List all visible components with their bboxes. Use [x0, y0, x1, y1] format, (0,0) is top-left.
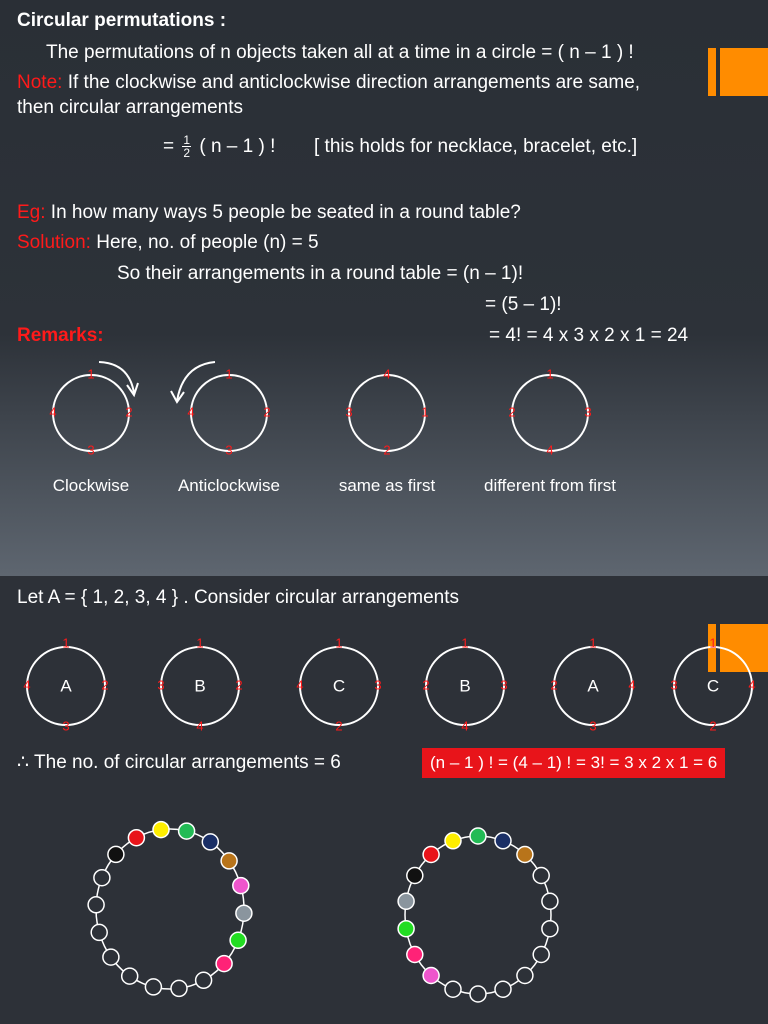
necklace-bead	[423, 968, 439, 984]
necklace-bead	[236, 905, 252, 921]
necklace-bead	[196, 972, 212, 988]
necklace-right	[398, 828, 558, 1002]
necklace-bead	[233, 878, 249, 894]
label-bottom: 4	[546, 442, 554, 458]
necklace-left	[88, 822, 252, 997]
orange-accent-bar-wide	[720, 48, 768, 96]
necklace-bead	[470, 828, 486, 844]
label-right: 2	[125, 404, 133, 420]
conclusion-line: ∴ The no. of circular arrangements = 6	[17, 752, 341, 773]
label-top: 1	[589, 635, 597, 651]
page-title: Circular permutations :	[17, 10, 227, 31]
label-top: 1	[335, 635, 343, 651]
necklace-bead	[91, 924, 107, 940]
solution-line-4: = 4! = 4 x 3 x 2 x 1 = 24	[489, 325, 689, 346]
necklace-bead	[445, 981, 461, 997]
remark-circle-3	[345, 366, 428, 457]
result-box: (n – 1 ) ! = (4 – 1) ! = 3! = 3 x 2 x 1 = 6	[422, 748, 725, 778]
necklace-bead	[542, 893, 558, 909]
solution-line-2: So their arrangements in a round table = (n – 1)!	[117, 263, 524, 284]
solution-line-3: = (5 – 1)!	[485, 294, 562, 315]
label-top: 1	[461, 635, 469, 651]
arrow-head-icon	[171, 391, 184, 402]
label-bottom: 2	[335, 718, 343, 734]
label-right: 3	[500, 677, 508, 693]
necklace-bead	[407, 868, 423, 884]
label-top: 1	[546, 366, 554, 382]
necklace-bead	[216, 956, 232, 972]
label-top: 1	[709, 635, 717, 651]
label-left: 3	[345, 404, 353, 420]
label-right: 4	[628, 677, 636, 693]
arrangement-circle-1	[23, 635, 108, 733]
arrangement-circle-3	[296, 635, 381, 733]
clockwise-arrow-icon	[99, 362, 134, 393]
label-top: 4	[383, 366, 391, 382]
set-intro: Let A = { 1, 2, 3, 4 } . Consider circular arrangements	[17, 587, 460, 608]
necklace-bead	[108, 846, 124, 862]
note-label: Note:	[17, 72, 63, 93]
remark-circle-4	[508, 366, 591, 457]
circle-outline	[349, 375, 425, 451]
necklace-bead	[145, 979, 161, 995]
necklace-bead	[122, 968, 138, 984]
circle-outline	[191, 375, 267, 451]
label-left: 4	[187, 404, 195, 420]
necklace-bead	[423, 847, 439, 863]
necklace-bead	[103, 949, 119, 965]
necklace-bead	[128, 830, 144, 846]
necklace-bead	[202, 834, 218, 850]
necklace-bead	[398, 893, 414, 909]
label-left: 3	[670, 677, 678, 693]
circle-caption: Anticlockwise	[177, 476, 281, 495]
necklace-bead	[470, 986, 486, 1002]
arrangement-circle-5	[550, 635, 635, 733]
circle-center-letter: C	[706, 676, 720, 696]
necklace-bead	[221, 853, 237, 869]
label-right: 1	[421, 404, 429, 420]
necklace-bead	[179, 823, 195, 839]
necklace-bead	[495, 981, 511, 997]
anticlockwise-arrow-icon	[177, 362, 215, 401]
label-bottom: 2	[709, 718, 717, 734]
label-top: 1	[62, 635, 70, 651]
necklace-bead	[407, 947, 423, 963]
label-left: 3	[157, 677, 165, 693]
arrow-head-icon	[127, 383, 138, 395]
necklace-bead	[542, 921, 558, 937]
label-bottom: 3	[225, 442, 233, 458]
necklace-bead	[445, 833, 461, 849]
solution-line	[17, 232, 319, 254]
label-top: 1	[225, 366, 233, 382]
label-left: 4	[49, 404, 57, 420]
necklace-bead	[533, 868, 549, 884]
necklace-bead	[517, 968, 533, 984]
circle-caption: different from first	[484, 476, 616, 495]
label-right: 3	[584, 404, 592, 420]
fraction-one-half: $\frac{1}{2}$	[183, 133, 191, 161]
arrangement-circle-6	[670, 635, 755, 733]
label-top: 1	[196, 635, 204, 651]
label-right: 2	[263, 404, 271, 420]
label-right: 3	[374, 677, 382, 693]
necklace-bead	[398, 921, 414, 937]
remark-circle-2	[171, 362, 271, 457]
circle-outline	[512, 375, 588, 451]
label-left: 2	[422, 677, 430, 693]
remarks-label: Remarks:	[17, 325, 104, 346]
circle-caption: same as first	[338, 476, 436, 495]
circle-center-letter: A	[587, 676, 599, 696]
note-line	[17, 72, 640, 94]
circle-center-letter: B	[459, 676, 471, 696]
necklace-bead	[171, 980, 187, 996]
circle-outline	[53, 375, 129, 451]
label-bottom: 3	[87, 442, 95, 458]
necklace-bead	[533, 947, 549, 963]
label-right: 2	[235, 677, 243, 693]
label-left: 2	[550, 677, 558, 693]
solution-text: Here, no. of people (n) = 5	[90, 232, 319, 253]
circle-center-letter: C	[332, 676, 346, 696]
necklace-bead	[153, 822, 169, 838]
remark-circle-1	[49, 362, 138, 457]
circle-caption: Clockwise	[52, 476, 130, 495]
label-left: 2	[508, 404, 516, 420]
necklace-bead	[88, 897, 104, 913]
label-bottom: 3	[589, 718, 597, 734]
necklace-bead	[517, 847, 533, 863]
example-text: In how many ways 5 people be seated in a round table?	[45, 202, 521, 223]
label-top: 1	[87, 366, 95, 382]
label-bottom: 4	[461, 718, 469, 734]
example-label: Eg:	[17, 202, 46, 223]
slide-arrangements	[0, 576, 768, 1024]
arrangement-diagrams	[0, 576, 768, 1024]
arrangement-circle-4	[422, 635, 507, 733]
label-bottom: 2	[383, 442, 391, 458]
note-line-2: then circular arrangements	[17, 97, 243, 118]
arrangement-circle-2	[157, 635, 242, 733]
label-right: 2	[101, 677, 109, 693]
necklace-bead	[230, 932, 246, 948]
formula-equals: =	[163, 136, 175, 157]
necklace-bead	[495, 833, 511, 849]
definition-line: The permutations of n objects taken all at a time in a circle = ( n – 1 ) !	[46, 42, 634, 63]
example-line	[17, 202, 521, 224]
label-left: 4	[23, 677, 31, 693]
label-bottom: 3	[62, 718, 70, 734]
formula-rest: ( n – 1 ) !	[199, 136, 276, 157]
necklace-bead	[94, 870, 110, 886]
circle-center-letter: B	[194, 676, 206, 696]
note-text: If the clockwise and anticlockwise direction arrangements are same,	[62, 72, 641, 93]
circle-center-letter: A	[60, 676, 72, 696]
formula-remark: [ this holds for necklace, bracelet, etc.]	[314, 136, 638, 157]
label-bottom: 4	[196, 718, 204, 734]
orange-accent-bar-thin	[708, 48, 716, 96]
label-right: 4	[748, 677, 756, 693]
label-left: 4	[296, 677, 304, 693]
solution-label: Solution:	[17, 232, 91, 253]
half-formula	[163, 133, 275, 161]
